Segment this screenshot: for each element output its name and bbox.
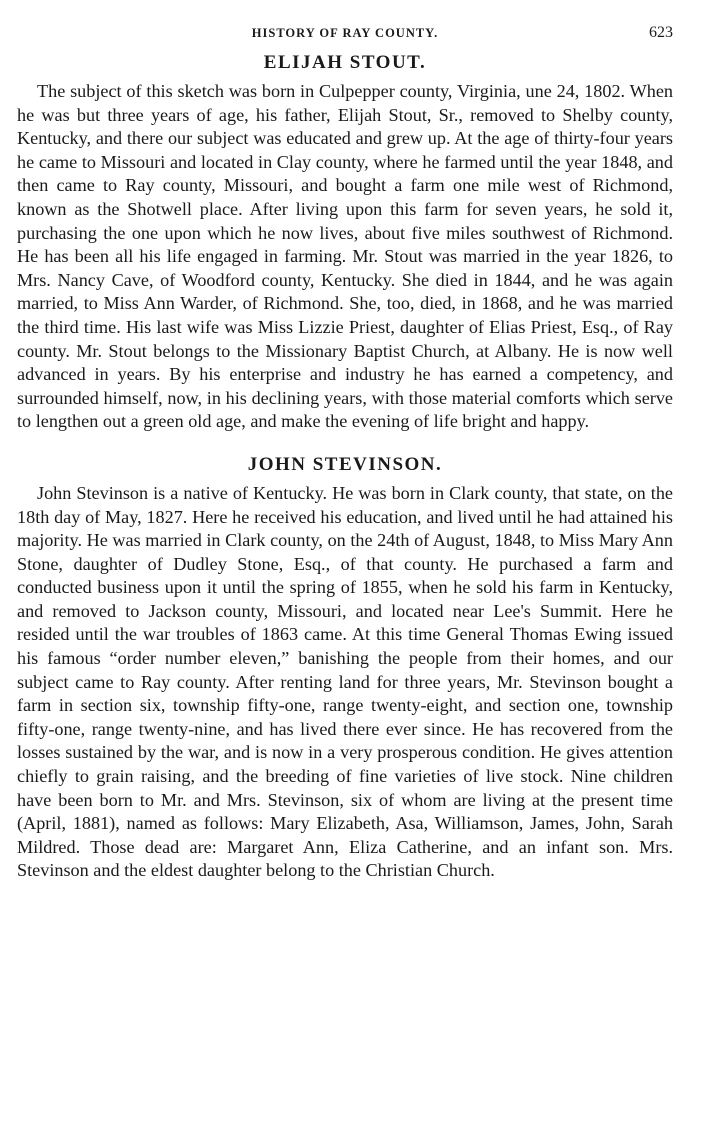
section-body-john-stevinson: John Stevinson is a native of Kentucky. He was born in Clark county, that state, on the 18th day of May, 1827. Here he received his education, and lived until he had attained his majority. He was married in Clark county, on the 24th of August, 1848, to Miss Mary Ann Stone, daughter of Dudley Stone, Esq., of that county. He purchased a farm and conducted business upon it until the spring of 1855, when he sold his farm in Kentucky, and removed to Jackson county, Missouri, and located near Lee's Summit. Here he resided until the war troubles of 1863 came. At this time General Thomas Ewing issued his famous “order number eleven,” banishing the people from their homes, and our subject came to Ray county. After renting land for three years, Mr. Stevinson bought a farm in section six, township fifty-one, range twenty-eight, and section one, township fifty-one, range twenty-nine, and has lived there ever since. He has recovered from the losses sustained by the war, and is now in a very prosperous condition. He gives attention chiefly to grain raising, and the breeding of fine varieties of live stock. Nine children have been born to Mr. and Mrs. Stevinson, six of whom are living at the present time (April, 1881), named as follows: Mary Elizabeth, Asa, Williamson, James, John, Sarah Mildred. Those dead are: Margaret Ann, Eliza Catherine, and an infant son. Mrs. Stevinson and the eldest daughter belong to the Christian Church.: [17, 482, 673, 881]
section-body-elijah-stout: The subject of this sketch was born in Culpepper county, Virginia, une 24, 1802. When he was but three years of age, his father, Elijah Stout, Sr., removed to Shelby county, Kentucky, and there our subject was educated and grew up. At the age of thirty-four years he came to Missouri and located in Clay county, where he farmed until the year 1848, and then came to Ray county, Missouri, and bought a farm one mile west of Richmond, known as the Shotwell place. After living upon this farm for seven years, he sold it, purchasing the one upon which he now lives, about five miles southwest of Richmond. He has been all his life engaged in farming. Mr. Stout was married in the year 1826, to Mrs. Nancy Cave, of Woodford county, Kentucky. She died in 1844, and he was again married, to Miss Ann Warder, of Richmond. She, too, died, in 1868, and he was married the third time. His last wife was Miss Lizzie Priest, daughter of Elias Priest, Esq., of Ray county. Mr. Stout belongs to the Missionary Baptist Church, at Albany. He is now well advanced in years. By his enterprise and industry he has earned a competency, and surrounded himself, now, in his declining years, with those material comforts which serve to lengthen out a green old age, and make the evening of life bright and happy.: [17, 81, 673, 432]
section-title-john-stevinson: JOHN STEVINSON.: [247, 453, 443, 475]
page-number: 623: [649, 24, 673, 41]
section-title-elijah-stout: ELIJAH STOUT.: [263, 52, 427, 73]
running-title: HISTORY OF RAY COUNTY.: [251, 26, 439, 40]
running-head: [17, 22, 673, 44]
